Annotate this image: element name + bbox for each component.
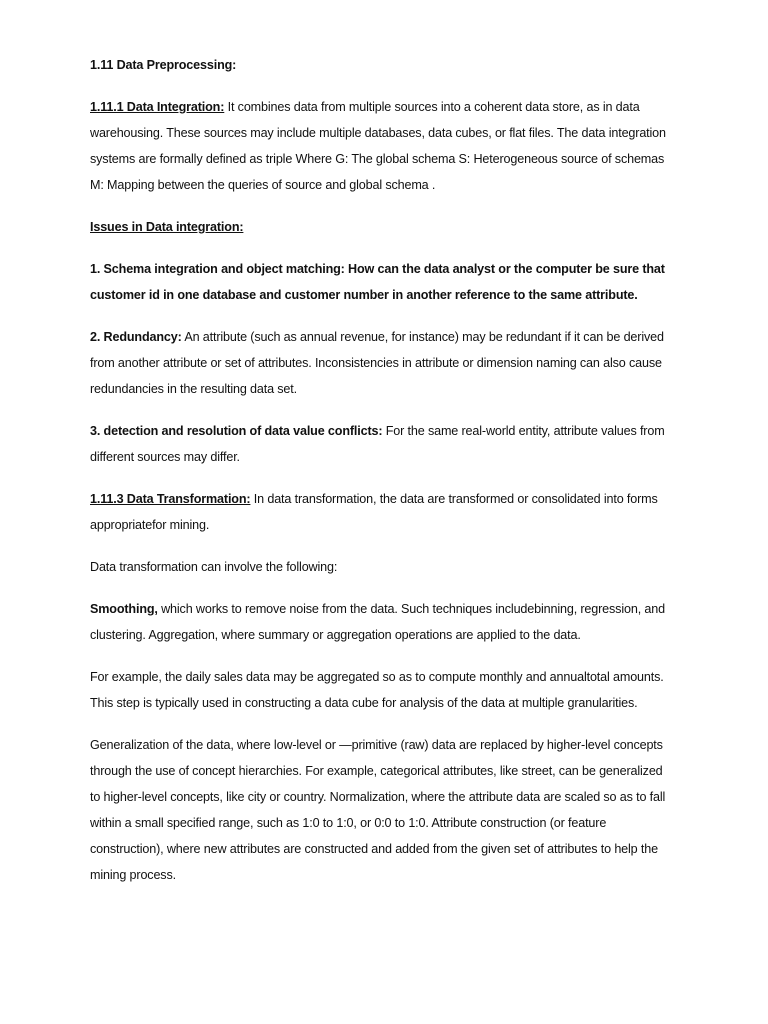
issue-item	[90, 418, 675, 470]
data-integration-text: It combines data from multiple sources into a coherent data store, as in data warehousing. These sources may include multiple databases, data cubes, or flat files. The data integration systems are formally defined as triple Where G: The global schema S: Heterogeneous source of schemas M: Mapping between the queries of source and global schema .	[90, 100, 666, 192]
data-transformation-text: In data transformation, the data are transformed or consolidated into forms appropriatefor mining.	[90, 492, 658, 532]
issue-label: 1. Schema integration and object matching: How can the data analyst or the computer be sure that customer id in one database and customer number in another reference to the same attribute.	[90, 262, 665, 302]
document-page	[90, 52, 675, 904]
issue-item	[90, 256, 675, 308]
issues-heading: Issues in Data integration:	[90, 220, 244, 234]
smoothing-text: which works to remove noise from the data. Such techniques includebinning, regression, and clustering. Aggregation, where summary or aggregation operations are applied to the data.	[90, 602, 665, 642]
transformation-intro: Data transformation can involve the following:	[90, 560, 338, 574]
data-integration-heading: 1.11.1 Data Integration:	[90, 100, 225, 114]
issue-text: An attribute (such as annual revenue, for instance) may be redundant if it can be derived from another attribute or set of attributes. Inconsistencies in attribute or dimension naming can also cause redundancies in the resulting data set.	[90, 330, 664, 396]
data-transformation-heading: 1.11.3 Data Transformation:	[90, 492, 251, 506]
data-integration-paragraph	[90, 94, 675, 198]
issue-label: 2. Redundancy:	[90, 330, 182, 344]
data-transformation-paragraph	[90, 486, 675, 538]
document-title: 1.11 Data Preprocessing:	[90, 58, 237, 72]
smoothing-paragraph	[90, 596, 675, 648]
issue-text: For the same real-world entity, attribute values from different sources may differ.	[90, 424, 665, 464]
generalization-paragraph: Generalization of the data, where low-level or —primitive (raw) data are replaced by higher-level concepts through the use of concept hierarchies. For example, categorical attributes, like street, can be generalized to higher-level concepts, like city or country. Normalization, where the attribute data are scaled so as to fall within a small specified range, such as 1:0 to 1:0, or 0:0 to 1:0. Attribute construction (or feature construction), where new attributes are constructed and added from the given set of attributes to help the mining process.	[90, 738, 666, 882]
example-paragraph: For example, the daily sales data may be aggregated so as to compute monthly and annualtotal amounts. This step is typically used in constructing a data cube for analysis of the data at multiple granularities.	[90, 670, 664, 710]
issue-label: 3. detection and resolution of data value conflicts:	[90, 424, 383, 438]
issue-item	[90, 324, 675, 402]
smoothing-label: Smoothing,	[90, 602, 158, 616]
